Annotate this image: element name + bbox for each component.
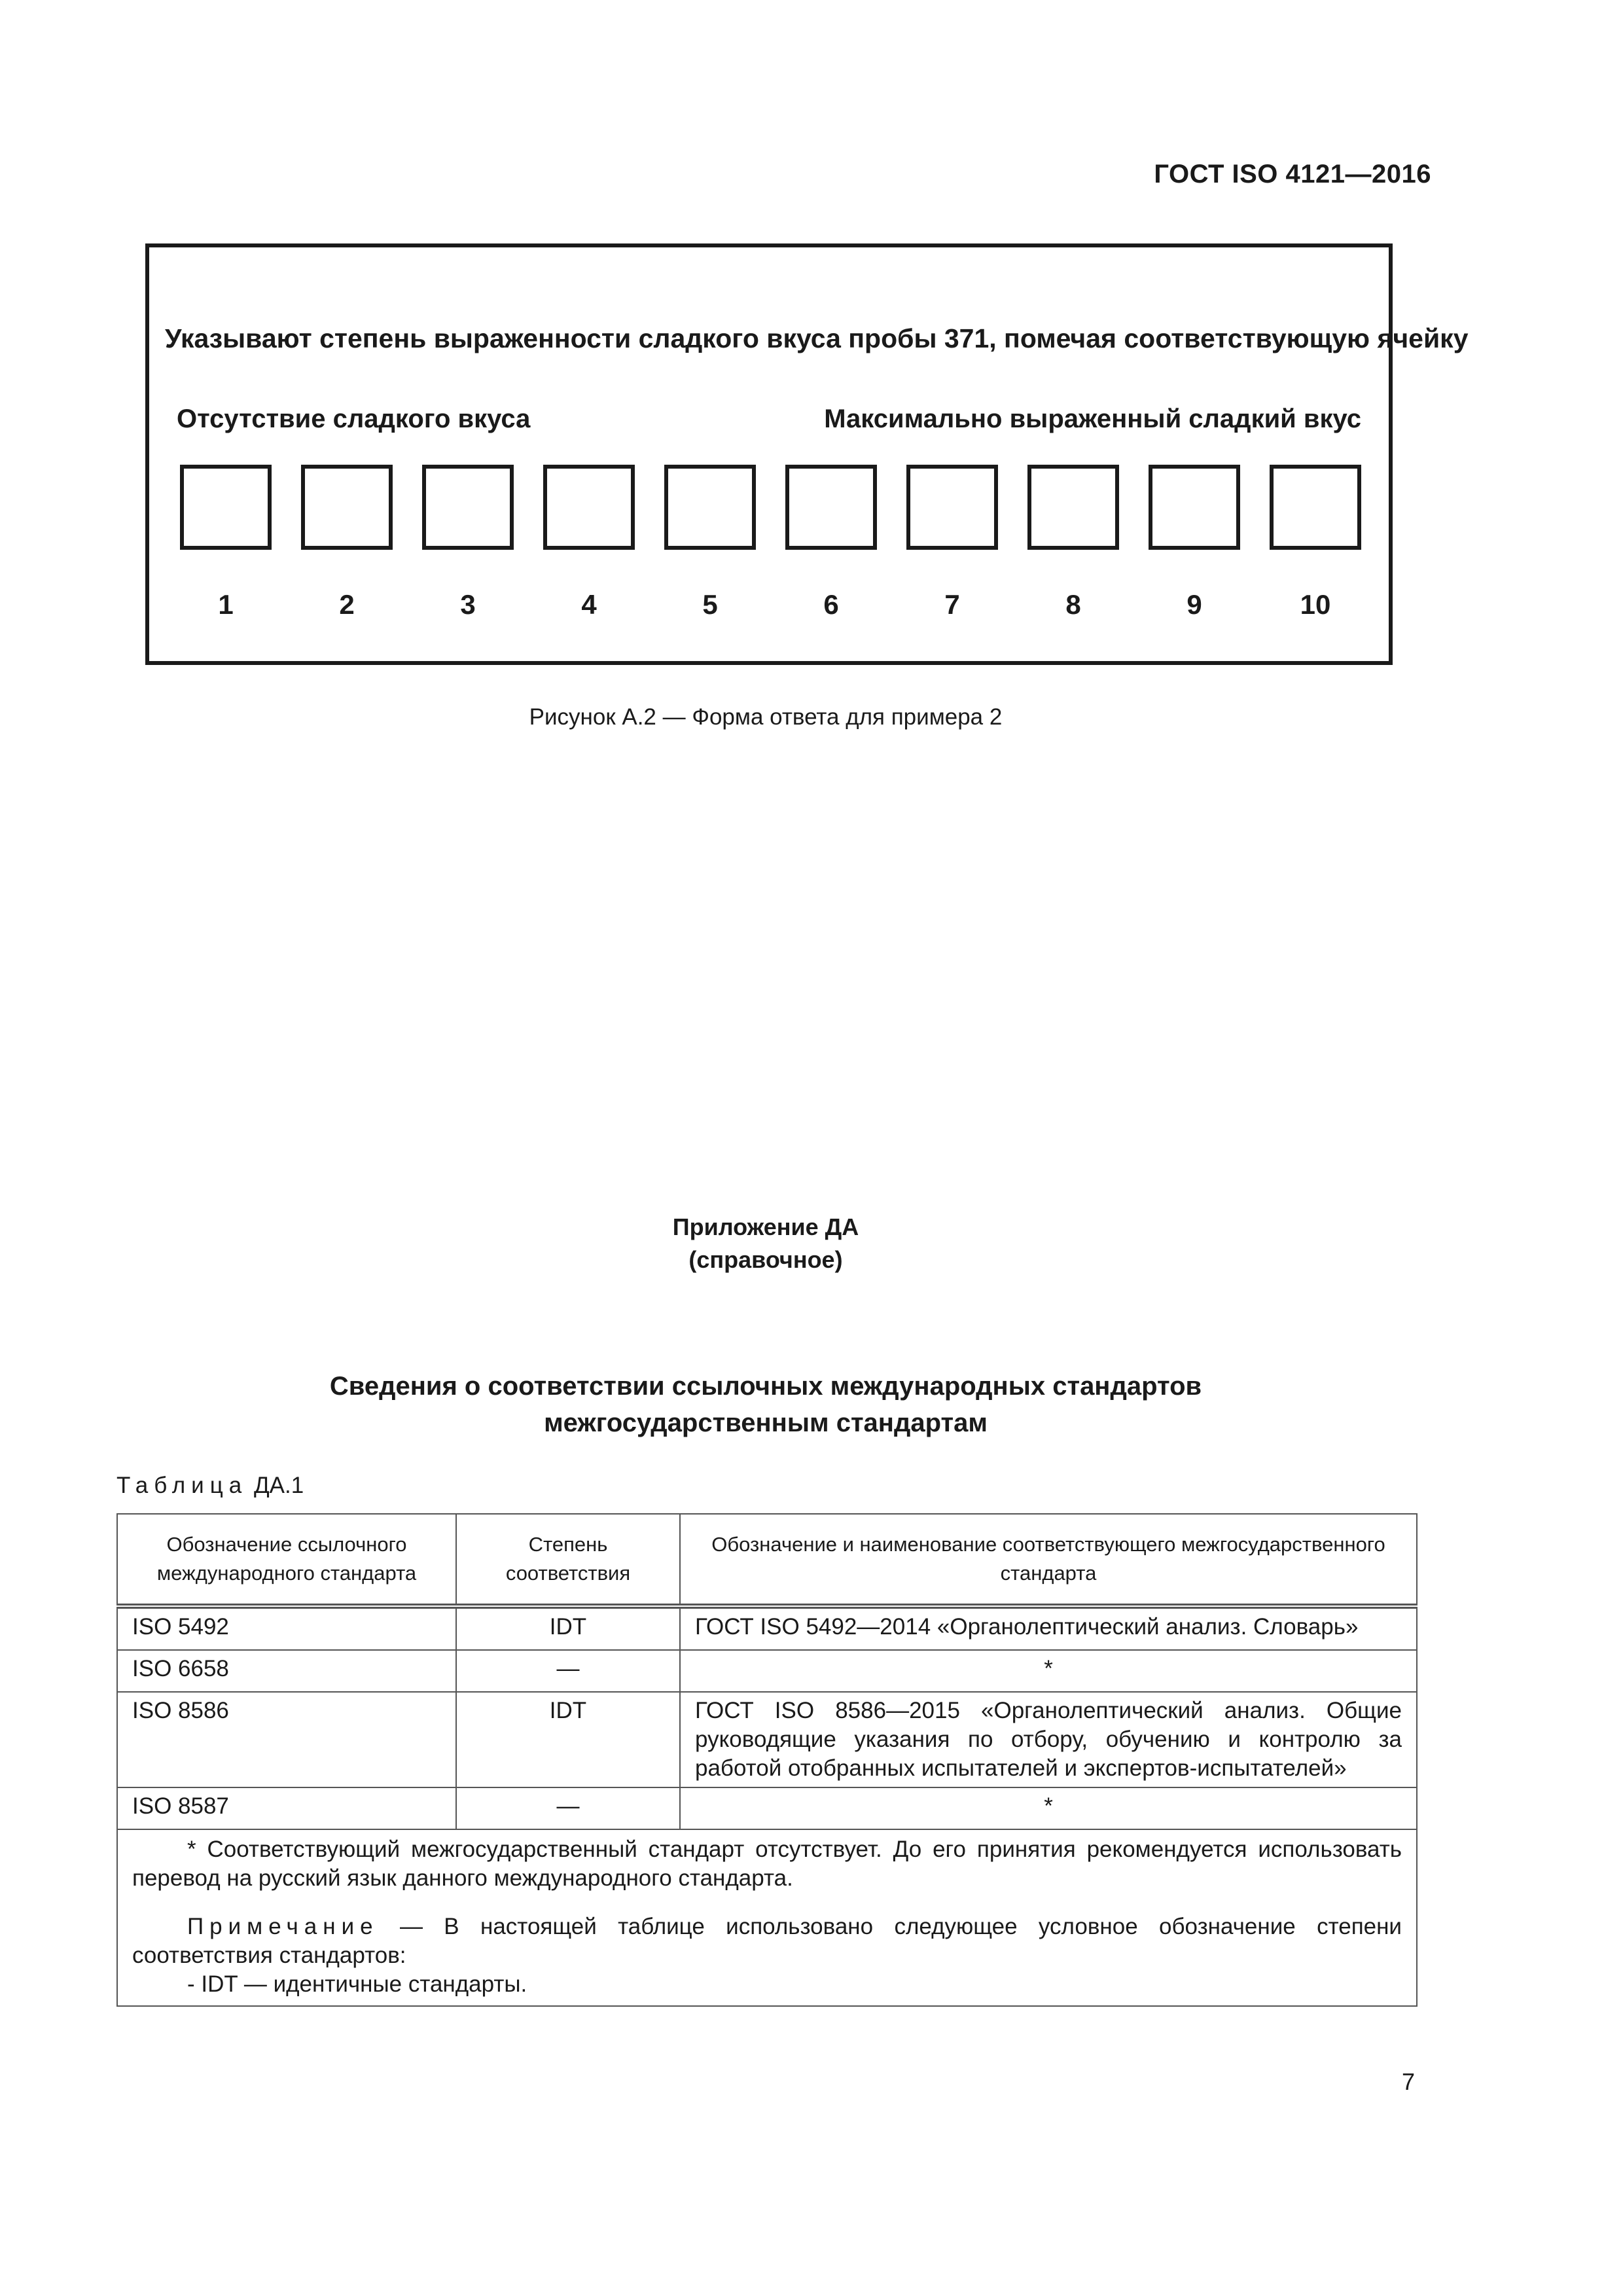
table-note — [132, 1912, 1402, 1970]
scale-min-label: Отсутствие сладкого вкуса — [177, 404, 531, 433]
scale-cell — [783, 465, 879, 635]
table-label — [116, 1473, 304, 1499]
cell-degree: IDT — [456, 1692, 680, 1787]
appendix-heading — [0, 1211, 1531, 1276]
table-notes — [117, 1829, 1417, 2006]
scale-checkbox[interactable] — [543, 465, 635, 550]
cell-ref: ISO 8587 — [117, 1787, 456, 1829]
scale-cell — [541, 465, 637, 635]
table-row — [117, 1650, 1417, 1692]
scale-number: 1 — [218, 589, 234, 620]
column-header: Обозначение ссылочного международного стандарта — [117, 1514, 456, 1606]
table-notes-row — [117, 1829, 1417, 2006]
scale-checkbox[interactable] — [785, 465, 877, 550]
note-text: — В настоящей таблице использовано следующее условное обозначение степени соответствия стандартов: — [132, 1914, 1402, 1968]
cell-degree: — — [456, 1650, 680, 1692]
note-item: - IDT — идентичные стандарты. — [187, 1971, 527, 1997]
scale-cell — [1268, 465, 1363, 635]
note-word: Примечание — [187, 1914, 379, 1939]
table-label-word: Таблица — [116, 1473, 248, 1498]
appendix-title: Приложение ДА — [672, 1213, 859, 1240]
scale-checkbox[interactable] — [1149, 465, 1240, 550]
cell-standard: ГОСТ ISO 8586—2015 «Органолептический анализ. Общие руководящие указания по отбору, обучению и контролю за работой отобранных испытателей и экспертов-испытателей» — [680, 1692, 1417, 1787]
scale-checkbox[interactable] — [1270, 465, 1361, 550]
response-form — [145, 243, 1469, 665]
section-title — [0, 1368, 1531, 1441]
cell-degree: — — [456, 1787, 680, 1829]
scale-number: 7 — [944, 589, 960, 620]
scale-number: 8 — [1065, 589, 1081, 620]
table-row — [117, 1606, 1417, 1650]
cell-standard: * — [680, 1650, 1417, 1692]
table-label-id: ДА.1 — [253, 1473, 304, 1498]
column-header: Степень соответствия — [456, 1514, 680, 1606]
cell-ref: ISO 8586 — [117, 1692, 456, 1787]
scale-number: 2 — [339, 589, 355, 620]
table-row — [117, 1787, 1417, 1829]
reference-table — [116, 1513, 1418, 2007]
scale-cell — [178, 465, 274, 635]
scale-number: 3 — [460, 589, 476, 620]
cell-ref: ISO 6658 — [117, 1650, 456, 1692]
table-header-row — [117, 1514, 1417, 1606]
document-id: ГОСТ ISO 4121—2016 — [1154, 160, 1431, 188]
scale-cell — [662, 465, 758, 635]
scale-checkbox[interactable] — [180, 465, 272, 550]
scale-checkbox[interactable] — [664, 465, 756, 550]
cell-degree: IDT — [456, 1606, 680, 1650]
scale-max-label: Максимально выраженный сладкий вкус — [824, 404, 1361, 433]
cell-standard: * — [680, 1787, 1417, 1829]
scale-row — [178, 465, 1365, 635]
column-header: Обозначение и наименование соответствующего межгосударственного стандарта — [680, 1514, 1417, 1606]
table-row — [117, 1692, 1417, 1787]
scale-checkbox[interactable] — [906, 465, 998, 550]
page-number: 7 — [1401, 2068, 1415, 2095]
cell-standard: ГОСТ ISO 5492—2014 «Органолептический анализ. Словарь» — [680, 1606, 1417, 1650]
table-footnote: * Соответствующий межгосударственный стандарт отсутствует. До его принятия рекомендуется использовать перевод на русский язык данного международного стандарта. — [132, 1837, 1402, 1891]
scale-cell — [904, 465, 1000, 635]
figure-caption: Рисунок А.2 — Форма ответа для примера 2 — [529, 704, 1003, 730]
scale-cell — [1147, 465, 1242, 635]
form-instruction: Указывают степень выраженности сладкого вкуса пробы 371, помечая соответствующую ячейку — [165, 323, 1469, 353]
scale-checkbox[interactable] — [422, 465, 514, 550]
scale-number: 5 — [702, 589, 718, 620]
appendix-subtitle: (справочное) — [688, 1246, 843, 1273]
section-title-line: Сведения о соответствии ссылочных международных стандартов — [329, 1372, 1202, 1401]
scale-number: 4 — [581, 589, 597, 620]
scale-cell — [420, 465, 516, 635]
scale-number: 6 — [823, 589, 839, 620]
section-title-line: межгосударственным стандартам — [544, 1408, 988, 1437]
scale-checkbox[interactable] — [1027, 465, 1119, 550]
scale-number: 9 — [1186, 589, 1202, 620]
cell-ref: ISO 5492 — [117, 1606, 456, 1650]
scale-checkbox[interactable] — [301, 465, 393, 550]
scale-cell — [1026, 465, 1121, 635]
scale-number: 10 — [1300, 589, 1331, 620]
scale-cell — [299, 465, 395, 635]
